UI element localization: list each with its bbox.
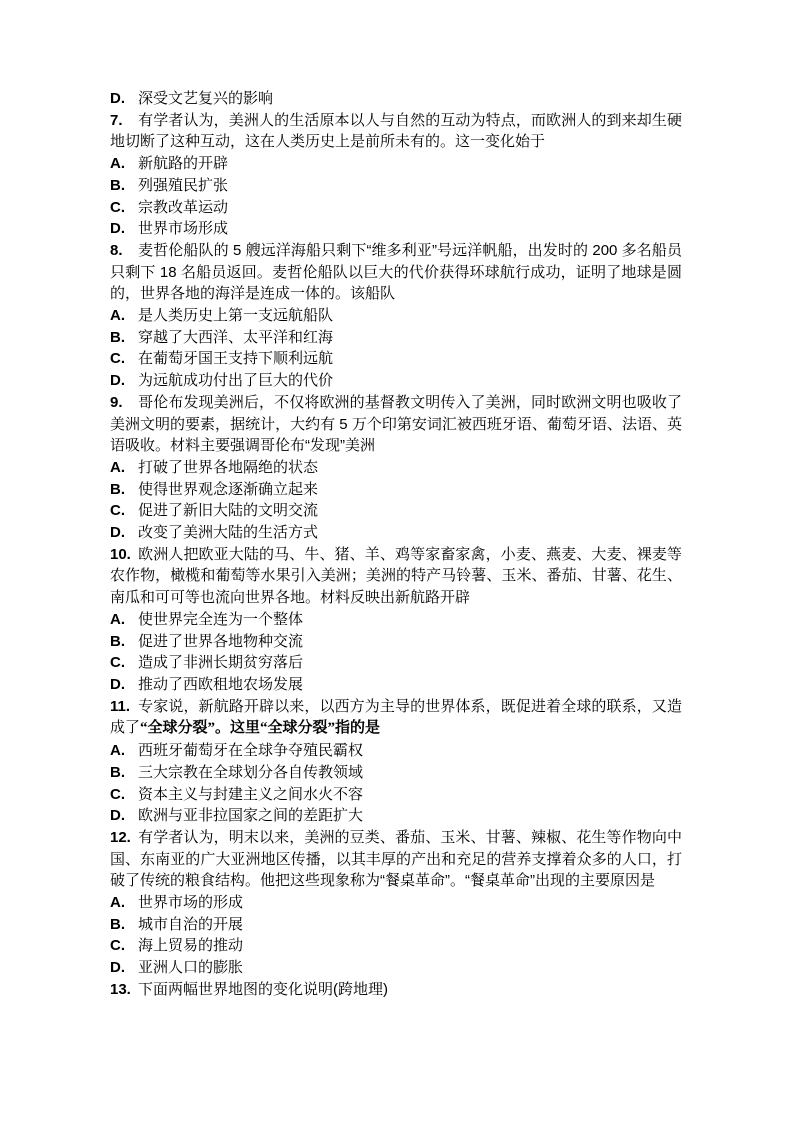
option-a [110, 892, 682, 914]
option-text: 欧洲与亚非拉国家之间的差距扩大 [138, 807, 364, 825]
option-letter: D. [110, 675, 125, 693]
option-letter: C. [110, 502, 125, 520]
option-letter: C. [110, 654, 125, 672]
option-a [110, 740, 682, 762]
question-number: 13. [110, 980, 131, 998]
option-text: 亚洲人口的膨胀 [138, 959, 244, 977]
option-d [110, 957, 682, 979]
option-c [110, 348, 682, 370]
option-letter: D. [110, 807, 125, 825]
option-text: 世界市场的形成 [138, 894, 244, 912]
question-stem [110, 544, 682, 609]
question-9 [110, 392, 682, 544]
option-text: 宗教改革运动 [138, 198, 229, 216]
option-letter: C. [110, 785, 125, 803]
option-text: 三大宗教在全球划分各自传教领域 [138, 763, 364, 781]
question-stem [110, 827, 682, 892]
question-text: 麦哲伦船队的 5 艘远洋海船只剩下“维多利亚”号远洋帆船，出发时的 200 多名船员只剩下 18 名船员返回。麦哲伦船队以巨大的代价获得环球航行成功，证明了地球是圆的，世界各地的海洋是连成一体的。该船队 [110, 241, 682, 303]
option-text: 促进了世界各地物种交流 [138, 632, 304, 650]
question-text: 哥伦布发现美洲后，不仅将欧洲的基督教文明传入了美洲，同时欧洲文明也吸收了美洲文明的要素，据统计，大约有 5 万个印第安词汇被西班牙语、葡萄牙语、法语、英语吸收。材料主要强调哥伦布“发现”美洲 [110, 393, 682, 455]
question-text: 有学者认为，明末以来，美洲的豆类、番茄、玉米、甘薯、辣椒、花生等作物向中国、东南亚的广大亚洲地区传播，以其丰厚的产出和充足的营养支撑着众多的人口，打破了传统的粮食结构。他把这些现象称为“餐桌革命”。“餐桌革命”出现的主要原因是 [110, 828, 682, 890]
option-text: 促进了新旧大陆的文明交流 [138, 502, 319, 520]
option-text: 西班牙葡萄牙在全球争夺殖民霸权 [138, 742, 364, 760]
option-letter: B. [110, 632, 125, 650]
option-text: 是人类历史上第一支远航船队 [138, 307, 334, 325]
option-text: 使世界完全连为一个整体 [138, 610, 304, 628]
option-text: 造成了非洲长期贫穷落后 [138, 654, 304, 672]
option-text: 列强殖民扩张 [138, 176, 229, 194]
option-text: 在葡萄牙国王支持下顺利远航 [138, 350, 334, 368]
option-a [110, 153, 682, 175]
option-c [110, 784, 682, 806]
option-d [110, 370, 682, 392]
question-text: 专家说，新航路开辟以来，以西方为主导的世界体系，既促进着全球的联系，又造成了 [110, 697, 682, 737]
question-number: 8. [110, 241, 123, 259]
question-stem [110, 392, 682, 457]
option-c [110, 500, 682, 522]
option-c [110, 652, 682, 674]
question-10 [110, 544, 682, 696]
question-number: 11. [110, 697, 131, 715]
option-letter: D. [110, 372, 125, 390]
option-letter: B. [110, 763, 125, 781]
option-letter: D. [110, 220, 125, 238]
option-c [110, 935, 682, 957]
question-12 [110, 827, 682, 979]
question-stem [110, 979, 682, 1001]
option-text: 海上贸易的推动 [138, 937, 244, 955]
question-8 [110, 240, 682, 392]
option-b [110, 631, 682, 653]
option-a [110, 609, 682, 631]
question-stem [110, 110, 682, 153]
option-text: 穿越了大西洋、太平洋和红海 [138, 328, 334, 346]
leading-option-d [110, 88, 682, 110]
option-text: 世界市场形成 [138, 220, 229, 238]
question-number: 7. [110, 111, 123, 129]
question-7 [110, 110, 682, 240]
option-text: 改变了美洲大陆的生活方式 [138, 524, 319, 542]
option-d [110, 522, 682, 544]
option-text: 新航路的开辟 [138, 155, 229, 173]
option-b [110, 762, 682, 784]
option-letter: A. [110, 155, 125, 173]
question-text-serif: “全球分裂”。这里“全球分裂”指的是 [140, 720, 381, 737]
question-text: 下面两幅世界地图的变化说明(跨地理) [138, 980, 388, 998]
option-b [110, 914, 682, 936]
option-text: 推动了西欧租地农场发展 [138, 675, 304, 693]
question-number: 10. [110, 545, 131, 563]
option-text: 城市自治的开展 [138, 915, 244, 933]
option-text: 为远航成功付出了巨大的代价 [138, 372, 334, 390]
option-letter: D. [110, 90, 125, 107]
option-letter: A. [110, 307, 125, 325]
option-letter: B. [110, 176, 125, 194]
option-b [110, 175, 682, 197]
question-text: 欧洲人把欧亚大陆的马、牛、猪、羊、鸡等家畜家禽，小麦、燕麦、大麦、裸麦等农作物，橄榄和葡萄等水果引入美洲；美洲的特产马铃薯、玉米、番茄、甘薯、花生、南瓜和可可等也流向世界各地。材料反映出新航路开辟 [110, 545, 682, 607]
option-letter: C. [110, 198, 125, 216]
option-letter: A. [110, 610, 125, 628]
question-stem [110, 240, 682, 305]
option-b [110, 327, 682, 349]
option-text: 资本主义与封建主义之间水火不容 [138, 785, 364, 803]
option-letter: B. [110, 328, 125, 346]
option-letter: D. [110, 959, 125, 977]
option-letter: A. [110, 742, 125, 760]
option-letter: A. [110, 458, 125, 476]
option-a [110, 457, 682, 479]
option-c [110, 197, 682, 219]
option-letter: C. [110, 937, 125, 955]
option-d [110, 805, 682, 827]
option-letter: B. [110, 480, 125, 498]
option-text: 使得世界观念逐渐确立起来 [138, 480, 319, 498]
option-d [110, 674, 682, 696]
question-text: 有学者认为，美洲人的生活原本以人与自然的互动为特点，而欧洲人的到来却生硬地切断了这种互动，这在人类历史上是前所未有的。这一变化始于 [110, 111, 682, 151]
question-11 [110, 696, 682, 827]
exam-text-block [110, 88, 682, 1001]
option-b [110, 479, 682, 501]
option-a [110, 305, 682, 327]
option-letter: D. [110, 524, 125, 542]
option-text: 打破了世界各地隔绝的状态 [138, 458, 319, 476]
question-number: 9. [110, 393, 123, 411]
option-text: 深受文艺复兴的影响 [138, 90, 274, 107]
question-13 [110, 979, 682, 1001]
option-d [110, 218, 682, 240]
question-stem [110, 696, 682, 740]
option-letter: B. [110, 915, 125, 933]
question-number: 12. [110, 828, 131, 846]
option-letter: C. [110, 350, 125, 368]
option-letter: A. [110, 894, 125, 912]
